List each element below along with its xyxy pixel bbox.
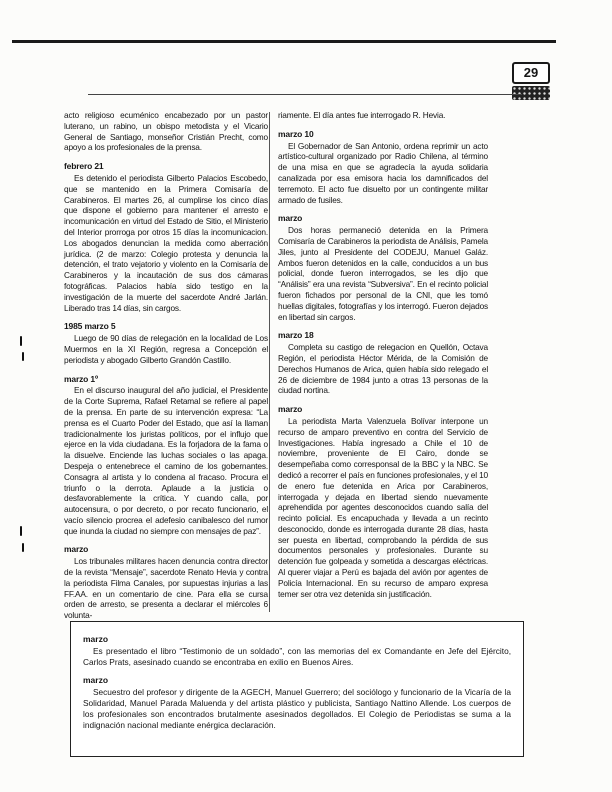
entry-date-heading: febrero 21 (64, 161, 104, 172)
entry-paragraph: Secuestro del profesor y dirigente de la AGECH, Manuel Guerrero; del sociólogo y funcionario de la Vicaría de la Solidaridad, Manuel Parada Maluenda y del artista plástico y publicista, Santiago Nattino Allende. Los cuerpos de los profesionales son encontrados brutalmente asesinados degollados. El Colegio de Periodistas se suma a la indignación nacional mediante enérgica declaración. (83, 687, 511, 730)
header-rule (88, 94, 522, 95)
entry-paragraph: Luego de 90 días de relegación en la localidad de Los Muermos en la XI Región, regresa a Concepción el periodista y abogado Gilberto Grandón Castillo. (64, 333, 268, 365)
entry-paragraph: Los tribunales militares hacen denuncia contra director de la revista “Mensaje”, sacerdote Renato Hevia y contra la periodista Filma Canales, por supuestas injurias a las FF.AA. en un comentario de cine. Para ella se cursa orden de arresto, se presenta a declarar el miércoles 6 volunta- (64, 556, 268, 621)
entry-paragraph: Es presentado el libro “Testimonio de un soldado”, con las memorias del ex Comandante en Jefe del Ejército, Carlos Prats, asesinado cuando se encontraba en exilio en Buenos Aires. (83, 645, 511, 667)
left-column (64, 110, 268, 621)
entry-date-heading: marzo 10 (278, 128, 314, 139)
entry-paragraph: Dos horas permaneció detenida en la Primera Comisaría de Carabineros la periodista de Análisis, Pamela Jiles, junto al Presidente del CODEJU, Manuel Galáz. Ambos fueron detenidos en la calle, conducidos a un bus policial, donde fueron interrogados, se les dijo que “Análisis” era una revista “Subversiva”. En el recinto policial fueron fichados por personal de la CNI, que les tomó huellas digitales, fotografías y los interrogó. Fueron dejados en libertad sin cargos. (278, 225, 488, 322)
entry-paragraph: Es detenido el periodista Gilberto Palacios Escobedo, que se mantenido en la Primera Comisaría de Carabineros. El martes 26, al cumplirse los cinco días que dispone el gobierno para mantener el arresto e incomunicación en virtud del Estado de Sitio, el Ministerio del Interior prorroga por otros 15 días la incomunicacion. Los abogados denuncian la medida como aberración jurídica. (2 de marzo: Colegio protesta y denuncia la detención, el trato vejatorio y violento en la Comisaría de Carabineros y la incautación de sus dos cámaras fotográficas. Palacios había sido testigo en la investigación de la muerte del sacerdote André Jarlán. Liberado tras 14 días, sin cargos. (64, 172, 268, 313)
margin-mark (20, 526, 22, 536)
entry-date-heading: 1985 marzo 5 (64, 321, 116, 332)
margin-mark (22, 543, 24, 552)
entry-paragraph: El Gobernador de San Antonio, ordena reprimir un acto artístico-cultural organizado por Radio Chilena, al término de una misa en que se agradecía la ayuda solidaria canalizada por esa emisora hacia los damnificados del terremoto. El acto fue disuelto por un contingente militar armado de fusiles. (278, 140, 488, 205)
entry-date-heading: marzo (278, 213, 303, 224)
top-rule (12, 40, 556, 43)
highlight-box (70, 621, 524, 757)
typewriter-icon (512, 86, 550, 100)
margin-mark (22, 352, 24, 361)
page-number: 29 (512, 62, 550, 84)
column-divider (269, 112, 270, 612)
entry-date-heading: marzo 18 (278, 330, 314, 341)
margin-mark (20, 336, 22, 346)
right-column (278, 110, 488, 599)
entry-date-heading: marzo (64, 544, 89, 555)
entry-date-heading: marzo 1º (64, 373, 98, 384)
entry-paragraph: acto religioso ecuménico encabezado por un pastor luterano, un rabino, un obispo metodista y el Vicario General de Santiago, monseñor Cristián Precht, como apoyo a los profesionales de la prensa. (64, 110, 268, 153)
entry-date-heading: marzo (83, 675, 109, 686)
entry-paragraph: En el discurso inaugural del año judicial, el Presidente de la Corte Suprema, Rafael Retamal se refiere al papel de la prensa. En parte de su intervención expresa: “La prensa es el Cuarto Poder del Estado, que así la llaman tradicionalmente los juristas políticos, por el influjo que ejerce en la vida ciudadana. Es la forjadora de la fama o la disuelve. Enciende las luchas sociales o las apaga. Despeja o entenebrece el camino de los gobernantes. Consagra al artista y lo condena al fracaso. Procura el triunfo o la derrota. Aplaude a la justicia o desfavorablemente la crítica. Y cuando calla, por autocensura, o por decreto, o por recato funcionario, el vacío silencio procrea el adefesio canibalesco del rumor que inunda la ciudad no siempre con mensajes de paz”. (64, 385, 268, 536)
entry-date-heading: marzo (278, 404, 303, 415)
entry-paragraph: Completa su castigo de relegacion en Quellón, Octava Región, el periodista Héctor Mérida, de la Comisión de Derechos Humanos de Arica, quien había sido relegado el 26 de diciembre de 1984 junto a otras 13 personas de la ciudad nortina. (278, 342, 488, 396)
entry-paragraph: riamente. El día antes fue interrogado R. Hevia. (278, 110, 446, 120)
entry-paragraph: La periodista Marta Valenzuela Bolívar interpone un recurso de amparo preventivo en contra del Servicio de Investigaciones. Había ingresado a Chile el 10 de noviembre, proveniente de El Cairo, donde se desempeñaba como corresponsal de la BBC y la NBC. Se dedicó a recorrer el país en funciones profesionales, y el 10 de enero fue detenida en Arica por Carabineros, interrogada y dejada en libertad siendo nuevamente aprehendida por agentes desconocidos cuando salía del recinto policial. Es encapuchada y llevada a un recinto desconocido, donde es interrogada durante 28 días, hasta ser puesta en libertad, comprobando la pérdida de sus documentos personales y profesionales. Durante su detención fue golpeada y sometida a descargas eléctricas. Al querer viajar a Perú es bajada del avión por agentes de Policía Internacional. En su recurso de amparo expresa temer ser otra vez detenida sin justificación. (278, 415, 488, 599)
entry-date-heading: marzo (83, 634, 109, 644)
